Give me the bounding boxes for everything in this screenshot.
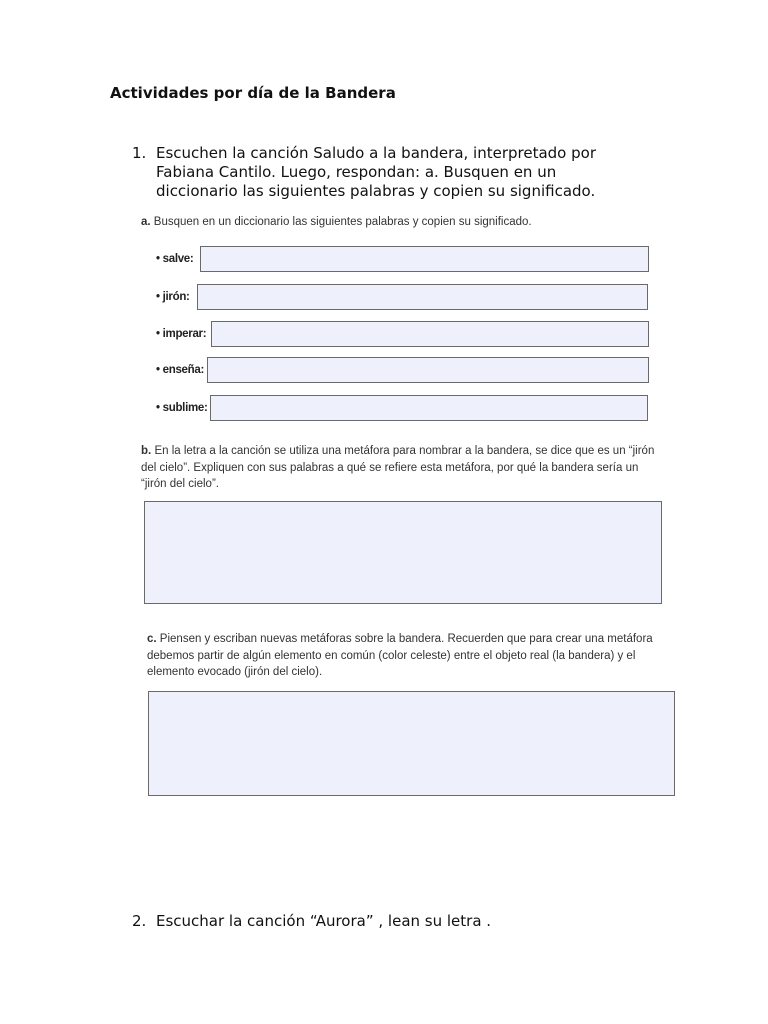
list-item-text: Escuchar la canción “Aurora” , lean su letra . <box>156 912 492 930</box>
word-label: • jirón: <box>156 291 190 303</box>
list-item-1 <box>132 144 632 201</box>
part-letter: c. <box>147 633 157 645</box>
worksheet-part-a-instruction <box>141 216 532 228</box>
answer-box-jiron[interactable] <box>197 284 648 310</box>
answer-box-sublime[interactable] <box>210 395 648 421</box>
part-text: Piensen y escriban nuevas metáforas sobre la bandera. Recuerden que para crear una metáfora debemos partir de algún elemento en común (color celeste) entre el objeto real (la bandera) y el elemento evocado (jirón del cielo). <box>147 633 653 678</box>
word-label: • sublime: <box>156 402 208 414</box>
part-letter: a. <box>141 216 151 228</box>
list-item-2 <box>132 912 632 931</box>
part-text: Busquen en un diccionario las siguientes palabras y copien su significado. <box>153 216 532 228</box>
word-row-salve <box>156 246 193 272</box>
list-number: 2. <box>132 912 147 930</box>
word-label: • enseña: <box>156 364 204 376</box>
word-row-jiron <box>156 284 190 310</box>
word-row-imperar <box>156 321 206 347</box>
answer-box-part-c[interactable] <box>148 691 675 796</box>
answer-box-part-b[interactable] <box>144 501 662 604</box>
word-label: • salve: <box>156 253 193 265</box>
part-text: En la letra a la canción se utiliza una metáfora para nombrar a la bandera, se dice que es un “jirón del cielo”. Expliquen con sus palabras a qué se refiere esta metáfora, por qué la bandera sería un “jirón del cielo”. <box>141 445 655 490</box>
page-title: Actividades por día de la Bandera <box>110 84 396 102</box>
part-letter: b. <box>141 445 152 457</box>
answer-box-ensena[interactable] <box>207 357 649 383</box>
worksheet-part-c-instruction <box>147 631 682 681</box>
worksheet-part-b-instruction <box>141 443 666 493</box>
word-label: • imperar: <box>156 328 206 340</box>
word-row-sublime <box>156 395 208 421</box>
list-item-text: Escuchen la canción Saludo a la bandera, interpretado por Fabiana Cantilo. Luego, respondan: a. Busquen en un diccionario las siguientes palabras y copien su significado. <box>156 144 596 200</box>
answer-box-imperar[interactable] <box>211 321 649 347</box>
list-number: 1. <box>132 144 147 162</box>
word-row-ensena <box>156 357 204 383</box>
answer-box-salve[interactable] <box>200 246 649 272</box>
